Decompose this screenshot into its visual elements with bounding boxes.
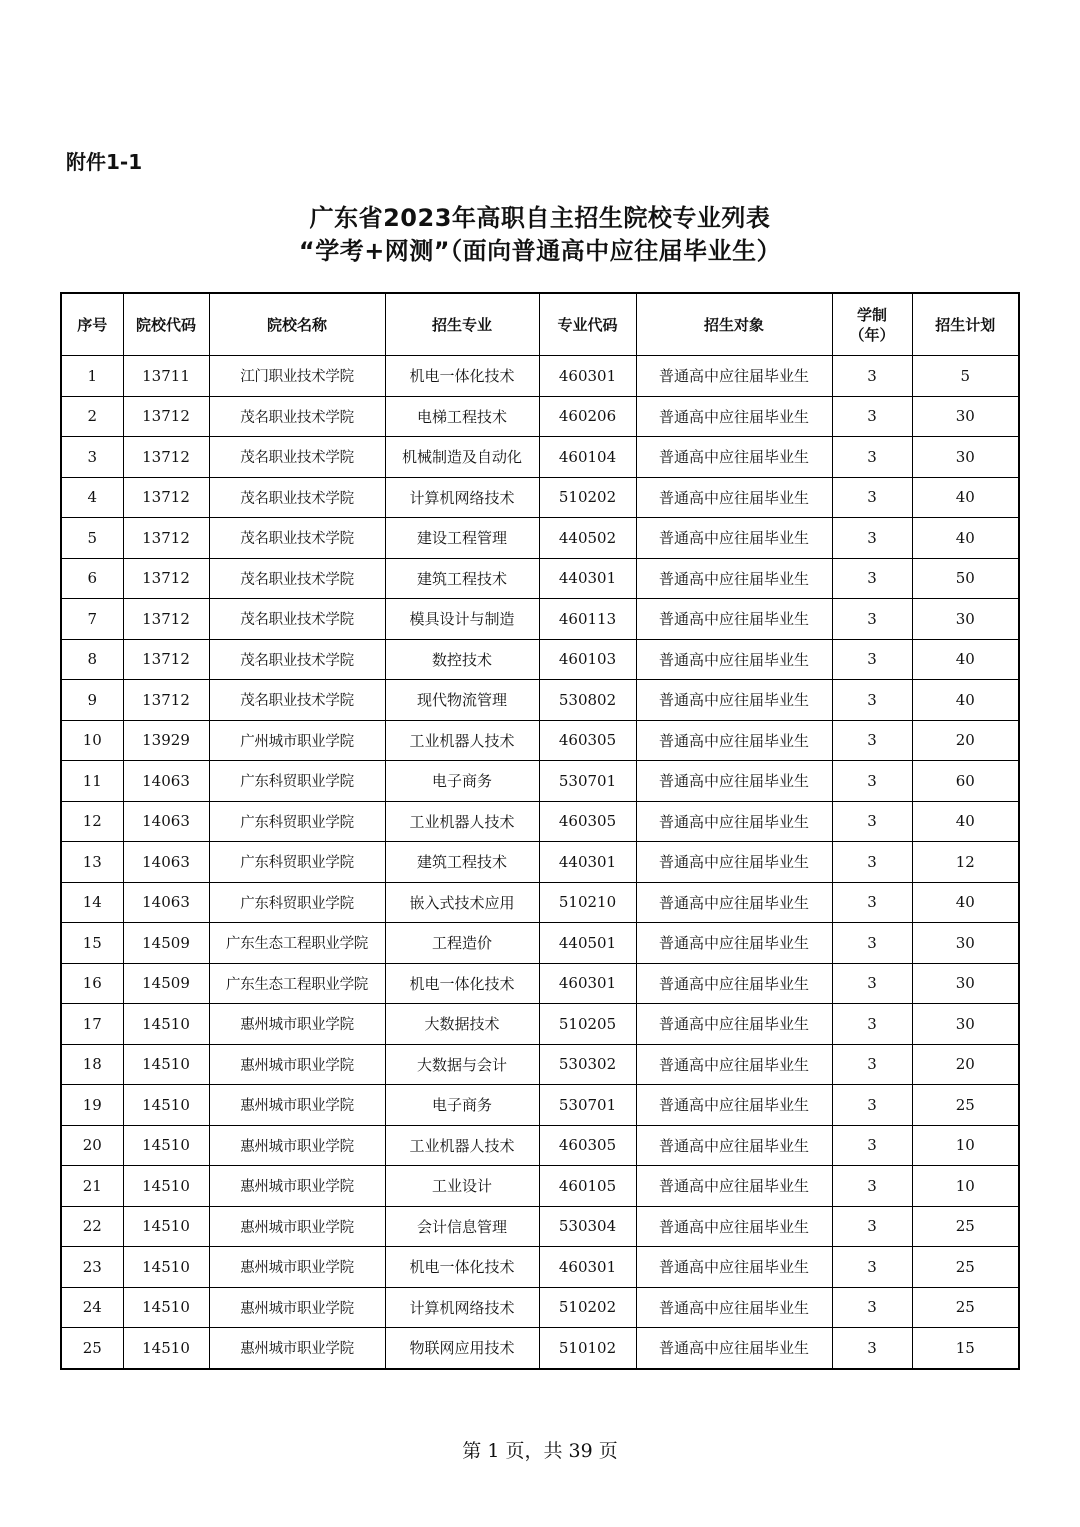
major-code-cell: 440502 bbox=[539, 518, 636, 559]
table-row bbox=[61, 518, 1019, 559]
target-cell: 普通高中应往届毕业生 bbox=[636, 842, 832, 883]
duration-cell: 3 bbox=[832, 396, 912, 437]
plan-cell: 40 bbox=[912, 882, 1019, 923]
major-cell: 电子商务 bbox=[385, 761, 539, 802]
seq-cell: 8 bbox=[61, 639, 123, 680]
school-name-cell: 惠州城市职业学院 bbox=[209, 1085, 385, 1126]
major-cell: 会计信息管理 bbox=[385, 1206, 539, 1247]
duration-cell: 3 bbox=[832, 518, 912, 559]
seq-cell: 14 bbox=[61, 882, 123, 923]
header-school-name: 院校名称 bbox=[209, 293, 385, 356]
major-code-cell: 510102 bbox=[539, 1328, 636, 1369]
major-code-cell: 440301 bbox=[539, 558, 636, 599]
major-cell: 建筑工程技术 bbox=[385, 558, 539, 599]
school-code-cell: 13712 bbox=[123, 396, 209, 437]
major-code-cell: 460113 bbox=[539, 599, 636, 640]
seq-cell: 16 bbox=[61, 963, 123, 1004]
school-name-cell: 广东生态工程职业学院 bbox=[209, 923, 385, 964]
seq-cell: 20 bbox=[61, 1125, 123, 1166]
major-cell: 电子商务 bbox=[385, 1085, 539, 1126]
major-code-cell: 530802 bbox=[539, 680, 636, 721]
school-code-cell: 14510 bbox=[123, 1328, 209, 1369]
duration-cell: 3 bbox=[832, 1125, 912, 1166]
school-name-cell: 广州城市职业学院 bbox=[209, 720, 385, 761]
plan-cell: 30 bbox=[912, 1004, 1019, 1045]
school-code-cell: 13712 bbox=[123, 518, 209, 559]
plan-cell: 40 bbox=[912, 801, 1019, 842]
major-cell: 机电一体化技术 bbox=[385, 356, 539, 397]
school-code-cell: 14510 bbox=[123, 1044, 209, 1085]
school-name-cell: 茂名职业技术学院 bbox=[209, 437, 385, 478]
plan-cell: 25 bbox=[912, 1247, 1019, 1288]
target-cell: 普通高中应往届毕业生 bbox=[636, 680, 832, 721]
header-major: 招生专业 bbox=[385, 293, 539, 356]
seq-cell: 13 bbox=[61, 842, 123, 883]
document-title: 广东省2023年高职自主招生院校专业列表 bbox=[309, 204, 771, 232]
school-name-cell: 惠州城市职业学院 bbox=[209, 1004, 385, 1045]
school-name-cell: 广东科贸职业学院 bbox=[209, 842, 385, 883]
school-name-cell: 茂名职业技术学院 bbox=[209, 639, 385, 680]
table-row bbox=[61, 761, 1019, 802]
school-code-cell: 14510 bbox=[123, 1004, 209, 1045]
plan-cell: 60 bbox=[912, 761, 1019, 802]
major-cell: 现代物流管理 bbox=[385, 680, 539, 721]
duration-cell: 3 bbox=[832, 1085, 912, 1126]
major-cell: 机械制造及自动化 bbox=[385, 437, 539, 478]
plan-cell: 15 bbox=[912, 1328, 1019, 1369]
seq-cell: 6 bbox=[61, 558, 123, 599]
major-cell: 大数据技术 bbox=[385, 1004, 539, 1045]
table-row bbox=[61, 639, 1019, 680]
plan-cell: 20 bbox=[912, 1044, 1019, 1085]
school-code-cell: 14063 bbox=[123, 761, 209, 802]
school-name-cell: 惠州城市职业学院 bbox=[209, 1247, 385, 1288]
target-cell: 普通高中应往届毕业生 bbox=[636, 518, 832, 559]
major-code-cell: 510210 bbox=[539, 882, 636, 923]
plan-cell: 20 bbox=[912, 720, 1019, 761]
table-row bbox=[61, 1044, 1019, 1085]
school-name-cell: 茂名职业技术学院 bbox=[209, 680, 385, 721]
major-code-cell: 530304 bbox=[539, 1206, 636, 1247]
table-row bbox=[61, 1328, 1019, 1369]
school-code-cell: 13712 bbox=[123, 437, 209, 478]
major-code-cell: 510202 bbox=[539, 1287, 636, 1328]
table-row bbox=[61, 963, 1019, 1004]
document-subtitle: “学考+网测”（面向普通高中应往届毕业生） bbox=[298, 237, 782, 265]
target-cell: 普通高中应往届毕业生 bbox=[636, 801, 832, 842]
school-code-cell: 14063 bbox=[123, 801, 209, 842]
target-cell: 普通高中应往届毕业生 bbox=[636, 1125, 832, 1166]
seq-cell: 17 bbox=[61, 1004, 123, 1045]
target-cell: 普通高中应往届毕业生 bbox=[636, 963, 832, 1004]
table-row bbox=[61, 1085, 1019, 1126]
school-code-cell: 14509 bbox=[123, 963, 209, 1004]
school-code-cell: 14510 bbox=[123, 1166, 209, 1207]
seq-cell: 15 bbox=[61, 923, 123, 964]
seq-cell: 2 bbox=[61, 396, 123, 437]
duration-cell: 3 bbox=[832, 1287, 912, 1328]
plan-cell: 40 bbox=[912, 518, 1019, 559]
school-code-cell: 13712 bbox=[123, 639, 209, 680]
target-cell: 普通高中应往届毕业生 bbox=[636, 477, 832, 518]
school-name-cell: 惠州城市职业学院 bbox=[209, 1328, 385, 1369]
table-body bbox=[61, 356, 1019, 1369]
plan-cell: 10 bbox=[912, 1125, 1019, 1166]
major-code-cell: 530701 bbox=[539, 761, 636, 802]
seq-cell: 24 bbox=[61, 1287, 123, 1328]
duration-cell: 3 bbox=[832, 882, 912, 923]
school-code-cell: 13929 bbox=[123, 720, 209, 761]
duration-cell: 3 bbox=[832, 761, 912, 802]
table-row bbox=[61, 923, 1019, 964]
major-cell: 嵌入式技术应用 bbox=[385, 882, 539, 923]
school-name-cell: 茂名职业技术学院 bbox=[209, 396, 385, 437]
plan-cell: 40 bbox=[912, 639, 1019, 680]
table-row bbox=[61, 801, 1019, 842]
table-row bbox=[61, 720, 1019, 761]
major-cell: 计算机网络技术 bbox=[385, 1287, 539, 1328]
seq-cell: 11 bbox=[61, 761, 123, 802]
major-cell: 模具设计与制造 bbox=[385, 599, 539, 640]
header-major-code: 专业代码 bbox=[539, 293, 636, 356]
major-code-cell: 460103 bbox=[539, 639, 636, 680]
school-code-cell: 13712 bbox=[123, 558, 209, 599]
target-cell: 普通高中应往届毕业生 bbox=[636, 1044, 832, 1085]
major-code-cell: 460305 bbox=[539, 720, 636, 761]
school-name-cell: 广东科贸职业学院 bbox=[209, 761, 385, 802]
header-school-code: 院校代码 bbox=[123, 293, 209, 356]
table-header-row bbox=[61, 293, 1019, 356]
table-row bbox=[61, 1287, 1019, 1328]
plan-cell: 25 bbox=[912, 1287, 1019, 1328]
plan-cell: 30 bbox=[912, 923, 1019, 964]
school-code-cell: 14509 bbox=[123, 923, 209, 964]
seq-cell: 23 bbox=[61, 1247, 123, 1288]
target-cell: 普通高中应往届毕业生 bbox=[636, 639, 832, 680]
major-cell: 机电一体化技术 bbox=[385, 963, 539, 1004]
table-row bbox=[61, 1166, 1019, 1207]
school-code-cell: 13712 bbox=[123, 680, 209, 721]
major-cell: 电梯工程技术 bbox=[385, 396, 539, 437]
duration-cell: 3 bbox=[832, 680, 912, 721]
table-row bbox=[61, 1004, 1019, 1045]
plan-cell: 30 bbox=[912, 437, 1019, 478]
school-name-cell: 茂名职业技术学院 bbox=[209, 477, 385, 518]
duration-cell: 3 bbox=[832, 963, 912, 1004]
school-name-cell: 广东科贸职业学院 bbox=[209, 882, 385, 923]
duration-cell: 3 bbox=[832, 923, 912, 964]
school-name-cell: 惠州城市职业学院 bbox=[209, 1044, 385, 1085]
school-code-cell: 14510 bbox=[123, 1247, 209, 1288]
school-name-cell: 茂名职业技术学院 bbox=[209, 518, 385, 559]
major-code-cell: 460301 bbox=[539, 356, 636, 397]
major-code-cell: 530302 bbox=[539, 1044, 636, 1085]
school-name-cell: 茂名职业技术学院 bbox=[209, 599, 385, 640]
major-code-cell: 460301 bbox=[539, 963, 636, 1004]
duration-cell: 3 bbox=[832, 720, 912, 761]
duration-cell: 3 bbox=[832, 477, 912, 518]
school-name-cell: 广东生态工程职业学院 bbox=[209, 963, 385, 1004]
duration-cell: 3 bbox=[832, 1247, 912, 1288]
school-name-cell: 惠州城市职业学院 bbox=[209, 1125, 385, 1166]
plan-cell: 25 bbox=[912, 1206, 1019, 1247]
target-cell: 普通高中应往届毕业生 bbox=[636, 1085, 832, 1126]
plan-cell: 40 bbox=[912, 477, 1019, 518]
table-row bbox=[61, 437, 1019, 478]
seq-cell: 9 bbox=[61, 680, 123, 721]
major-cell: 工业机器人技术 bbox=[385, 801, 539, 842]
seq-cell: 4 bbox=[61, 477, 123, 518]
duration-cell: 3 bbox=[832, 1044, 912, 1085]
plan-cell: 30 bbox=[912, 396, 1019, 437]
major-cell: 物联网应用技术 bbox=[385, 1328, 539, 1369]
table-row bbox=[61, 477, 1019, 518]
duration-cell: 3 bbox=[832, 1206, 912, 1247]
major-code-cell: 440301 bbox=[539, 842, 636, 883]
target-cell: 普通高中应往届毕业生 bbox=[636, 558, 832, 599]
major-cell: 计算机网络技术 bbox=[385, 477, 539, 518]
header-duration bbox=[832, 293, 912, 356]
enrollment-table bbox=[60, 292, 1020, 1370]
table-row bbox=[61, 1125, 1019, 1166]
school-code-cell: 13712 bbox=[123, 477, 209, 518]
major-cell: 机电一体化技术 bbox=[385, 1247, 539, 1288]
target-cell: 普通高中应往届毕业生 bbox=[636, 1004, 832, 1045]
major-cell: 建筑工程技术 bbox=[385, 842, 539, 883]
duration-cell: 3 bbox=[832, 842, 912, 883]
target-cell: 普通高中应往届毕业生 bbox=[636, 882, 832, 923]
target-cell: 普通高中应往届毕业生 bbox=[636, 1287, 832, 1328]
major-code-cell: 530701 bbox=[539, 1085, 636, 1126]
school-name-cell: 惠州城市职业学院 bbox=[209, 1206, 385, 1247]
plan-cell: 30 bbox=[912, 599, 1019, 640]
duration-cell: 3 bbox=[832, 599, 912, 640]
major-code-cell: 440501 bbox=[539, 923, 636, 964]
table-row bbox=[61, 558, 1019, 599]
table-row bbox=[61, 1206, 1019, 1247]
major-code-cell: 460305 bbox=[539, 1125, 636, 1166]
table-row bbox=[61, 356, 1019, 397]
seq-cell: 10 bbox=[61, 720, 123, 761]
school-code-cell: 14063 bbox=[123, 882, 209, 923]
header-duration-line1: 学制 bbox=[856, 305, 887, 324]
table-row bbox=[61, 599, 1019, 640]
seq-cell: 22 bbox=[61, 1206, 123, 1247]
target-cell: 普通高中应往届毕业生 bbox=[636, 1247, 832, 1288]
school-name-cell: 惠州城市职业学院 bbox=[209, 1166, 385, 1207]
school-code-cell: 13711 bbox=[123, 356, 209, 397]
major-cell: 工业机器人技术 bbox=[385, 720, 539, 761]
duration-cell: 3 bbox=[832, 437, 912, 478]
seq-cell: 19 bbox=[61, 1085, 123, 1126]
plan-cell: 10 bbox=[912, 1166, 1019, 1207]
header-plan: 招生计划 bbox=[912, 293, 1019, 356]
major-code-cell: 510202 bbox=[539, 477, 636, 518]
seq-cell: 21 bbox=[61, 1166, 123, 1207]
major-cell: 建设工程管理 bbox=[385, 518, 539, 559]
target-cell: 普通高中应往届毕业生 bbox=[636, 396, 832, 437]
page-footer: 第 1 页，共 39 页 bbox=[462, 1440, 618, 1462]
header-target: 招生对象 bbox=[636, 293, 832, 356]
plan-cell: 5 bbox=[912, 356, 1019, 397]
target-cell: 普通高中应往届毕业生 bbox=[636, 923, 832, 964]
major-code-cell: 460305 bbox=[539, 801, 636, 842]
target-cell: 普通高中应往届毕业生 bbox=[636, 437, 832, 478]
duration-cell: 3 bbox=[832, 639, 912, 680]
major-cell: 工程造价 bbox=[385, 923, 539, 964]
table-row bbox=[61, 680, 1019, 721]
duration-cell: 3 bbox=[832, 1004, 912, 1045]
table-row bbox=[61, 842, 1019, 883]
target-cell: 普通高中应往届毕业生 bbox=[636, 1206, 832, 1247]
duration-cell: 3 bbox=[832, 356, 912, 397]
school-code-cell: 14063 bbox=[123, 842, 209, 883]
plan-cell: 50 bbox=[912, 558, 1019, 599]
attachment-label: 附件1-1 bbox=[66, 150, 143, 174]
duration-cell: 3 bbox=[832, 1166, 912, 1207]
major-cell: 数控技术 bbox=[385, 639, 539, 680]
duration-cell: 3 bbox=[832, 1328, 912, 1369]
target-cell: 普通高中应往届毕业生 bbox=[636, 599, 832, 640]
plan-cell: 30 bbox=[912, 963, 1019, 1004]
seq-cell: 1 bbox=[61, 356, 123, 397]
duration-cell: 3 bbox=[832, 558, 912, 599]
major-code-cell: 460104 bbox=[539, 437, 636, 478]
school-name-cell: 惠州城市职业学院 bbox=[209, 1287, 385, 1328]
school-code-cell: 14510 bbox=[123, 1206, 209, 1247]
school-code-cell: 14510 bbox=[123, 1287, 209, 1328]
table-row bbox=[61, 882, 1019, 923]
header-seq: 序号 bbox=[61, 293, 123, 356]
seq-cell: 5 bbox=[61, 518, 123, 559]
major-code-cell: 460301 bbox=[539, 1247, 636, 1288]
major-cell: 工业设计 bbox=[385, 1166, 539, 1207]
school-code-cell: 14510 bbox=[123, 1125, 209, 1166]
major-code-cell: 510205 bbox=[539, 1004, 636, 1045]
seq-cell: 3 bbox=[61, 437, 123, 478]
target-cell: 普通高中应往届毕业生 bbox=[636, 1328, 832, 1369]
seq-cell: 25 bbox=[61, 1328, 123, 1369]
target-cell: 普通高中应往届毕业生 bbox=[636, 720, 832, 761]
table-row bbox=[61, 1247, 1019, 1288]
school-name-cell: 江门职业技术学院 bbox=[209, 356, 385, 397]
school-name-cell: 广东科贸职业学院 bbox=[209, 801, 385, 842]
plan-cell: 25 bbox=[912, 1085, 1019, 1126]
plan-cell: 12 bbox=[912, 842, 1019, 883]
target-cell: 普通高中应往届毕业生 bbox=[636, 356, 832, 397]
duration-cell: 3 bbox=[832, 801, 912, 842]
school-name-cell: 茂名职业技术学院 bbox=[209, 558, 385, 599]
seq-cell: 7 bbox=[61, 599, 123, 640]
target-cell: 普通高中应往届毕业生 bbox=[636, 761, 832, 802]
major-code-cell: 460105 bbox=[539, 1166, 636, 1207]
table-row bbox=[61, 396, 1019, 437]
major-code-cell: 460206 bbox=[539, 396, 636, 437]
header-duration-line2: （年） bbox=[849, 325, 895, 344]
plan-cell: 40 bbox=[912, 680, 1019, 721]
seq-cell: 12 bbox=[61, 801, 123, 842]
seq-cell: 18 bbox=[61, 1044, 123, 1085]
target-cell: 普通高中应往届毕业生 bbox=[636, 1166, 832, 1207]
major-cell: 大数据与会计 bbox=[385, 1044, 539, 1085]
school-code-cell: 13712 bbox=[123, 599, 209, 640]
school-code-cell: 14510 bbox=[123, 1085, 209, 1126]
major-cell: 工业机器人技术 bbox=[385, 1125, 539, 1166]
